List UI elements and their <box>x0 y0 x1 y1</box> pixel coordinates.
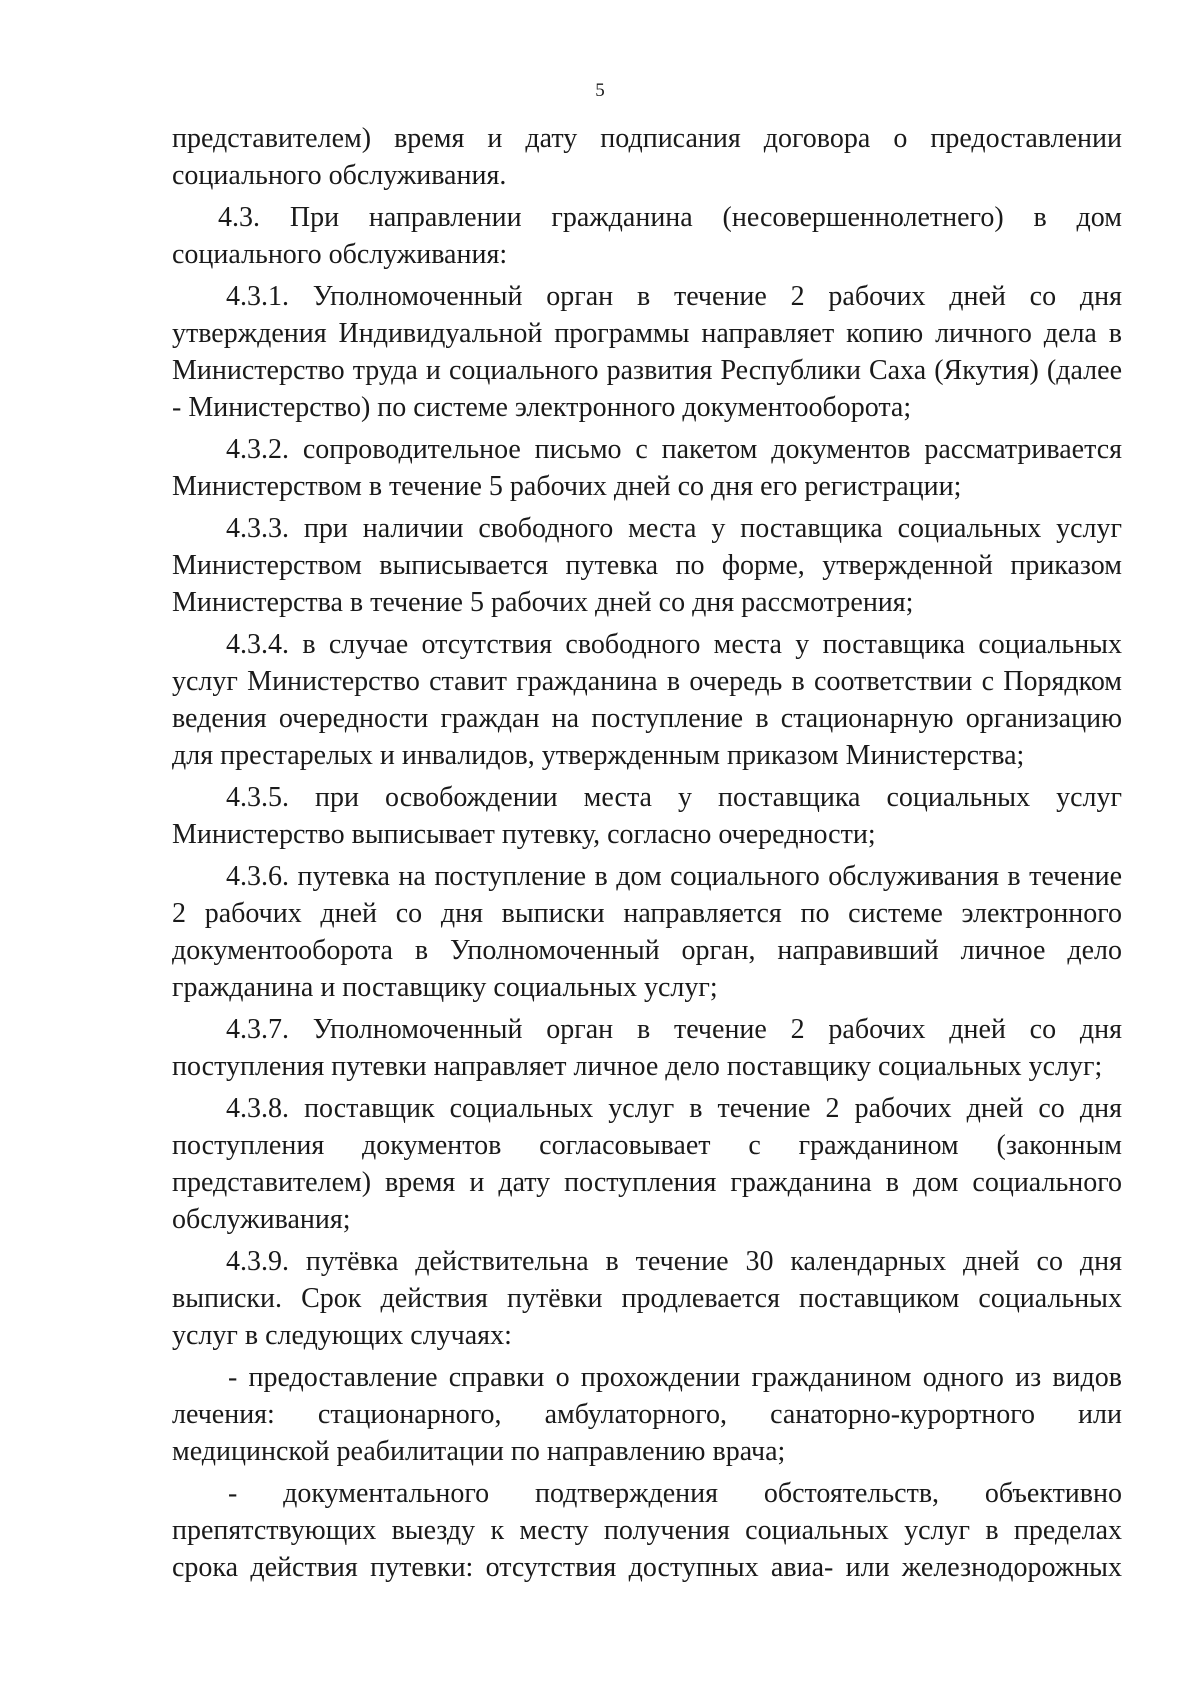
paragraph-continuation: представителем) время и дату подписания договора о предоставлении социального обслуживания. <box>172 123 1122 191</box>
page-number: 5 <box>595 80 605 101</box>
paragraph-4-3-2: 4.3.2. сопроводительное письмо с пакетом документов рассматривается Министерством в течение 5 рабочих дней со дня его регистрации; <box>172 434 1122 502</box>
paragraph-4-3-6: 4.3.6. путевка на поступление в дом социального обслуживания в течение 2 рабочих дней со дня выписки направляется по системе электронного документооборота в Уполномоченный орган, направивший личное дело гражданина и поставщику социальных услуг; <box>172 861 1122 1003</box>
paragraph-4-3-7: 4.3.7. Уполномоченный орган в течение 2 рабочих дней со дня поступления путевки направляет личное дело поставщику социальных услуг; <box>172 1014 1122 1082</box>
paragraph-4-3-9: 4.3.9. путёвка действительна в течение 30 календарных дней со дня выписки. Срок действия путёвки продлевается поставщиком социальных услуг в следующих случаях: <box>172 1246 1122 1351</box>
document-body <box>172 120 1122 1586</box>
list-item-medical-certificate: - предоставление справки о прохождении гражданином одного из видов лечения: стационарного, амбулаторного, санаторно-курортного или медицинской реабилитации по направлению врача; <box>172 1362 1122 1467</box>
paragraph-4-3-3: 4.3.3. при наличии свободного места у поставщика социальных услуг Министерством выписывается путевка по форме, утвержденной приказом Министерства в течение 5 рабочих дней со дня рассмотрения; <box>172 513 1122 618</box>
paragraph-4-3-8: 4.3.8. поставщик социальных услуг в течение 2 рабочих дней со дня поступления документов согласовывает с гражданином (законным представителем) время и дату поступления гражданина в дом социального обслуживания; <box>172 1093 1122 1235</box>
paragraph-4-3-1: 4.3.1. Уполномоченный орган в течение 2 рабочих дней со дня утверждения Индивидуальной программы направляет копию личного дела в Министерство труда и социального развития Республики Саха (Якутия) (далее - Министерство) по системе электронного документооборота; <box>172 281 1122 423</box>
paragraph-4-3-5: 4.3.5. при освобождении места у поставщика социальных услуг Министерство выписывает путевку, согласно очередности; <box>172 782 1122 850</box>
paragraph-4-3: 4.3. При направлении гражданина (несовершеннолетнего) в дом социального обслуживания: <box>172 202 1122 270</box>
list-item-documentary-confirmation: - документального подтверждения обстоятельств, объективно препятствующих выезду к месту получения социальных услуг в пределах срока действия путевки: отсутствия доступных авиа- или железнодорожных <box>172 1478 1122 1583</box>
paragraph-4-3-4: 4.3.4. в случае отсутствия свободного места у поставщика социальных услуг Министерство ставит гражданина в очередь в соответствии с Порядком ведения очередности граждан на поступление в стационарную организацию для престарелых и инвалидов, утвержденным приказом Министерства; <box>172 629 1122 771</box>
